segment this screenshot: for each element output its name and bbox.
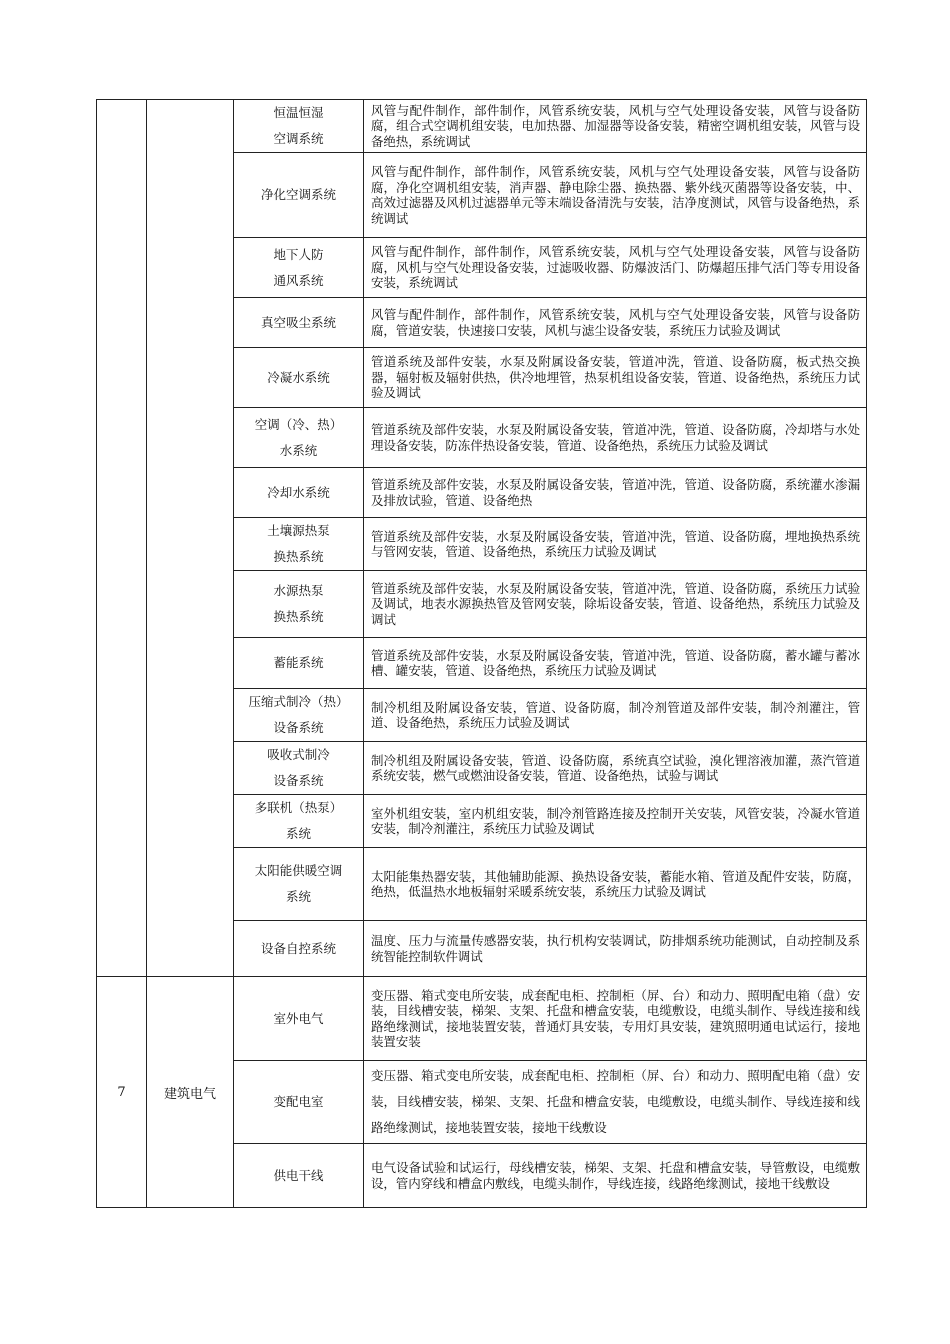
subdivision-name-cell — [234, 571, 364, 638]
subdivision-name-cell — [234, 348, 364, 408]
subdivision-name-cell — [234, 100, 364, 153]
work-content-cell: 风管与配件制作，部件制作，风管系统安装，风机与空气处理设备安装，风管与设备防腐，风机与空气处理设备安装，过滤吸收器、防爆波活门、防爆超压排气活门等专用设备安装，系统调试 — [364, 238, 867, 298]
subdivision-name-cell — [234, 742, 364, 795]
subdivision-name-cell — [234, 153, 364, 238]
subdivision-name-line: 恒温恒湿 — [273, 105, 324, 120]
work-content-cell: 变压器、箱式变电所安装，成套配电柜、控制柜（屏、台）和动力、照明配电箱（盘）安装，目线槽安装，梯架、支架、托盘和槽盒安装，电缆敷设，电缆头制作、导线连接和线路绝缘测试，接地装置安装，接地干线敷设 — [364, 1061, 867, 1144]
work-content-cell: 太阳能集热器安装，其他辅助能源、换热设备安装，蓄能水箱、管道及配件安装，防腐，绝热，低温热水地板辐射采暖系统安装，系统压力试验及调试 — [364, 848, 867, 921]
work-content-cell: 管道系统及部件安装，水泵及附属设备安装，管道冲洗，管道、设备防腐，蓄水罐与蓄冰槽、罐安装，管道、设备绝热，系统压力试验及调试 — [364, 638, 867, 689]
work-content-cell: 制冷机组及附属设备安装，管道、设备防腐，制冷剂管道及部件安装，制冷剂灌注，管道、设备绝热，系统压力试验及调试 — [364, 689, 867, 742]
subdivision-name-cell — [234, 1144, 364, 1208]
work-content-cell: 管道系统及部件安装，水泵及附属设备安装，管道冲洗，管道、设备防腐，系统灌水渗漏及排放试验，管道、设备绝热 — [364, 468, 867, 518]
subdivision-name-line: 系统 — [285, 889, 311, 904]
table-row — [97, 100, 867, 153]
work-content-cell: 电气设备试验和试运行，母线槽安装，梯架、支架、托盘和槽盒安装，导管敷设，电缆敷设，管内穿线和槽盒内敷线，电缆头制作，导线连接，线路绝缘测试，接地干线敷设 — [364, 1144, 867, 1208]
subdivision-name-cell — [234, 1061, 364, 1144]
hvac-division-cell — [147, 100, 234, 977]
electrical-division-cell: 建筑电气 — [147, 977, 234, 1208]
specification-table-page — [96, 99, 866, 1208]
subdivision-name-cell — [234, 408, 364, 468]
subdivision-name-line: 地下人防 — [273, 246, 324, 262]
work-content-cell: 温度、压力与流量传感器安装，执行机构安装调试，防排烟系统功能测试，自动控制及系统智能控制软件调试 — [364, 921, 867, 977]
subdivision-name-line: 通风系统 — [273, 272, 324, 288]
work-content-cell: 制冷机组及附属设备安装，管道、设备防腐，系统真空试验，溴化锂溶液加灌，蒸汽管道系统安装，燃气或燃油设备安装，管道、设备绝热，试验与调试 — [364, 742, 867, 795]
division-table — [96, 99, 867, 1208]
work-content-cell: 管道系统及部件安装，水泵及附属设备安装，管道冲洗，管道、设备防腐，系统压力试验及调试，地表水源换热管及管网安装，除垢设备安装，管道、设备绝热，系统压力试验及调试 — [364, 571, 867, 638]
subdivision-name-line: 空调（冷、热） — [254, 416, 343, 432]
subdivision-name-line: 土壤源热泵 — [267, 523, 330, 538]
subdivision-name-line: 空调系统 — [273, 131, 324, 146]
electrical-number-cell: 7 — [97, 977, 147, 1208]
subdivision-name-line: 吸收式制冷 — [267, 747, 330, 762]
subdivision-name-line: 压缩式制冷（热） — [248, 694, 349, 709]
work-content-cell: 管道系统及部件安装，水泵及附属设备安装，管道冲洗，管道、设备防腐，冷却塔与水处理设备安装，防冻伴热设备安装，管道、设备绝热，系统压力试验及调试 — [364, 408, 867, 468]
subdivision-name-line: 水系统 — [279, 442, 318, 458]
subdivision-name-line: 变配电室 — [273, 1094, 324, 1109]
subdivision-name-cell — [234, 921, 364, 977]
subdivision-name-cell — [234, 795, 364, 848]
subdivision-name-cell — [234, 689, 364, 742]
work-content-cell: 风管与配件制作，部件制作，风管系统安装，风机与空气处理设备安装，风管与设备防腐，管道安装，快速接口安装，风机与滤尘设备安装，系统压力试验及调试 — [364, 298, 867, 348]
subdivision-name-cell — [234, 238, 364, 298]
subdivision-name-cell — [234, 518, 364, 571]
subdivision-name-line: 换热系统 — [273, 609, 324, 624]
subdivision-name-line: 蓄能系统 — [273, 655, 324, 670]
subdivision-name-cell — [234, 848, 364, 921]
subdivision-name-cell — [234, 298, 364, 348]
subdivision-name-cell — [234, 977, 364, 1061]
table-row — [97, 977, 867, 1061]
subdivision-name-line: 冷凝水系统 — [267, 369, 330, 385]
subdivision-name-line: 多联机（热泵） — [254, 800, 343, 815]
subdivision-name-line: 系统 — [285, 826, 311, 841]
subdivision-name-line: 换热系统 — [273, 549, 324, 564]
subdivision-name-line: 供电干线 — [273, 1167, 324, 1183]
work-content-cell: 风管与配件制作，部件制作，风管系统安装，风机与空气处理设备安装，风管与设备防腐，净化空调机组安装，消声器、静电除尘器、换热器、紫外线灭菌器等设备安装，中、高效过滤器及风机过滤器单元等末端设备清洗与安装，洁净度测试，风管与设备绝热，系统调试 — [364, 153, 867, 238]
subdivision-name-line: 设备自控系统 — [260, 940, 336, 956]
hvac-number-cell — [97, 100, 147, 977]
work-content-cell: 管道系统及部件安装，水泵及附属设备安装，管道冲洗，管道、设备防腐，埋地换热系统与管网安装，管道、设备绝热，系统压力试验及调试 — [364, 518, 867, 571]
subdivision-name-line: 设备系统 — [273, 720, 324, 735]
subdivision-name-line: 净化空调系统 — [260, 187, 336, 202]
work-content-cell: 变压器、箱式变电所安装，成套配电柜、控制柜（屏、台）和动力、照明配电箱（盘）安装，目线槽安装，梯架、支架、托盘和槽盒安装，电缆敷设，电缆头制作、导线连接和线路绝缘测试，接地装置安装，普通灯具安装，专用灯具安装，建筑照明通电试运行，接地装置安装 — [364, 977, 867, 1061]
subdivision-name-line: 真空吸尘系统 — [260, 314, 336, 330]
subdivision-name-line: 冷却水系统 — [267, 484, 330, 500]
subdivision-name-cell — [234, 468, 364, 518]
subdivision-name-line: 水源热泵 — [273, 583, 324, 598]
subdivision-name-line: 设备系统 — [273, 773, 324, 788]
subdivision-name-line: 太阳能供暖空调 — [254, 863, 343, 878]
work-content-cell: 室外机组安装，室内机组安装，制冷剂管路连接及控制开关安装，风管安装，冷凝水管道安装，制冷剂灌注，系统压力试验及调试 — [364, 795, 867, 848]
work-content-cell: 管道系统及部件安装，水泵及附属设备安装，管道冲洗，管道、设备防腐，板式热交换器，辐射板及辐射供热，供冷地埋管，热泵机组设备安装，管道、设备绝热，系统压力试验及调试 — [364, 348, 867, 408]
subdivision-name-cell — [234, 638, 364, 689]
subdivision-name-line: 室外电气 — [273, 1010, 324, 1026]
work-content-cell: 风管与配件制作，部件制作，风管系统安装，风机与空气处理设备安装，风管与设备防腐，组合式空调机组安装，电加热器、加湿器等设备安装，精密空调机组安装，风管与设备绝热，系统调试 — [364, 100, 867, 153]
division-table-body — [97, 100, 867, 1208]
